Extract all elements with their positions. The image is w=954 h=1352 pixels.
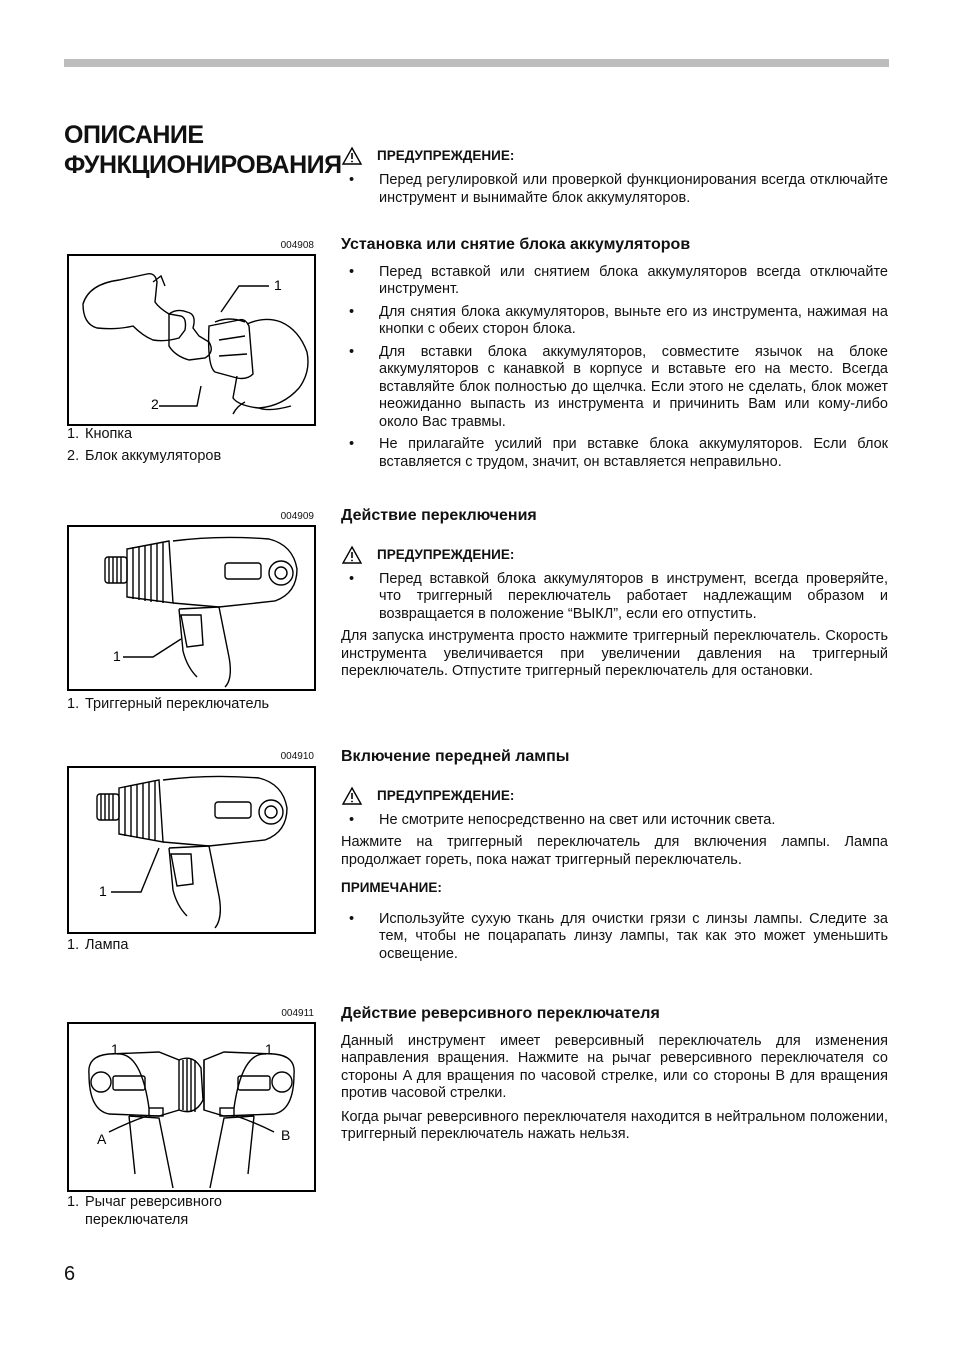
caption-text: Кнопка xyxy=(85,426,133,442)
section-title xyxy=(64,120,342,180)
warning-triangle-icon xyxy=(341,786,363,806)
figure-captions xyxy=(67,1193,317,1233)
figure-captions xyxy=(67,936,317,958)
list-item: • Перед вставкой блока аккумуляторов в инструмент, всегда проверяйте, что триггерный переключатель работает надлежащим образом и возвращается в положение “ВЫКЛ”, если его отпустить. xyxy=(341,571,888,624)
figure-reverse xyxy=(67,1022,316,1192)
paragraph: Нажмите на триггерный переключатель для включения лампы. Лампа продолжает гореть, пока нажат триггерный переключатель. xyxy=(341,834,888,868)
caption-text: Рычаг реверсивного переключателя xyxy=(85,1194,222,1228)
caption-num: 1. xyxy=(67,426,80,442)
figure-lamp xyxy=(67,766,316,934)
section-lamp xyxy=(341,748,888,968)
caption-text: Блок аккумуляторов xyxy=(85,448,222,464)
warning-heading xyxy=(341,786,888,806)
list-item: • Не смотрите непосредственно на свет или источник света. xyxy=(341,812,888,830)
callout-1-left: 1 xyxy=(111,1041,119,1057)
paragraph: Данный инструмент имеет реверсивный переключатель для изменения направления вращения. Нажмите на рычаг реверсивного переключателя со стороны A для вращения по часовой стрелке, или со стороны B для вращения против часовой стрелки. xyxy=(341,1032,888,1101)
page-number: 6 xyxy=(64,1263,76,1285)
switch-warning-list xyxy=(341,571,888,624)
figure-battery xyxy=(67,254,316,426)
list-item: • Для вставки блока аккумуляторов, совместите язычок на блоке аккумуляторов с канавкой в корпусе и вставьте его на место. Всегда вставляйте блок полностью до щелчка. Если этого не сделать, блок может неожиданно выпасть из инструмента и причинить Вам или кому-либо около Вас травмы. xyxy=(341,344,888,432)
paragraph: Для запуска инструмента просто нажмите триггерный переключатель. Скорость инструмента увеличивается при увеличении давления на триггерный переключатель. Отпустите триггерный переключатель для остановки. xyxy=(341,628,888,679)
lamp-note-list xyxy=(341,911,888,964)
warning-triangle-icon xyxy=(341,545,363,565)
list-item: • Не прилагайте усилий при вставке блока аккумуляторов. Если блок вставляется с трудом, значит, он вставляется неправильно. xyxy=(341,436,888,471)
warning-label: ПРЕДУПРЕЖДЕНИЕ: xyxy=(377,787,515,803)
figure-captions xyxy=(67,695,317,717)
battery-list xyxy=(341,264,888,472)
list-item: • Перед вставкой или снятием блока аккумуляторов всегда отключайте инструмент. xyxy=(341,264,888,299)
battery-illustration xyxy=(69,256,314,424)
figure-trigger xyxy=(67,525,316,691)
caption-num: 2. xyxy=(67,448,80,464)
section-heading: Действие переключения xyxy=(341,507,537,524)
section-battery xyxy=(341,236,888,476)
callout-2: 2 xyxy=(151,396,159,412)
caption-row xyxy=(67,425,317,443)
warning-label: ПРЕДУПРЕЖДЕНИЕ: xyxy=(377,546,515,562)
figure-captions xyxy=(67,425,317,469)
callout-b: B xyxy=(281,1127,291,1143)
section-switch xyxy=(341,507,888,687)
section-title-line-2: ФУНКЦИОНИРОВАНИЯ xyxy=(64,151,342,179)
section-title-line-1: ОПИСАНИЕ xyxy=(64,121,204,149)
callout-1-right: 1 xyxy=(265,1041,273,1057)
figure-code: 004909 xyxy=(280,511,314,522)
reverse-switch-illustration xyxy=(69,1024,314,1190)
warning-label: ПРЕДУПРЕЖДЕНИЕ: xyxy=(377,148,515,164)
section-reverse xyxy=(341,1005,888,1150)
warning-list xyxy=(341,172,888,207)
list-item: • Перед регулировкой или проверкой функционирования всегда отключайте инструмент и вынимайте блок аккумуляторов. xyxy=(341,172,888,207)
header-rule xyxy=(64,59,889,67)
caption-row xyxy=(67,447,317,465)
caption-row xyxy=(67,936,317,954)
caption-text: Триггерный переключатель xyxy=(85,696,270,712)
drill-lamp-illustration xyxy=(69,768,314,932)
intro-warning xyxy=(341,146,888,212)
paragraph: Когда рычаг реверсивного переключателя находится в нейтральном положении, триггерный переключатель нажать нельзя. xyxy=(341,1108,888,1142)
caption-num: 1. xyxy=(67,937,80,953)
caption-text: Лампа xyxy=(85,937,129,953)
callout-1: 1 xyxy=(113,648,121,664)
figure-code: 004911 xyxy=(281,1008,314,1019)
caption-num: 1. xyxy=(67,696,80,712)
warning-heading xyxy=(341,545,888,565)
warning-heading xyxy=(341,146,888,166)
list-item: • Используйте сухую ткань для очистки грязи с линзы лампы. Следите за тем, чтобы не поцарапать линзу лампы, так как это может уменьшить освещение. xyxy=(341,911,888,964)
caption-row xyxy=(67,1193,317,1229)
callout-1: 1 xyxy=(99,883,107,899)
drill-trigger-illustration xyxy=(69,527,314,689)
figure-code: 004908 xyxy=(280,240,314,251)
caption-num: 1. xyxy=(67,1194,80,1210)
section-heading: Действие реверсивного переключателя xyxy=(341,1005,660,1022)
caption-row xyxy=(67,695,317,713)
warning-triangle-icon xyxy=(341,146,363,166)
lamp-warning-list xyxy=(341,812,888,830)
callout-1: 1 xyxy=(274,277,282,293)
figure-code: 004910 xyxy=(280,751,314,762)
section-heading: Включение передней лампы xyxy=(341,748,570,765)
callout-a: A xyxy=(97,1131,107,1147)
list-item: • Для снятия блока аккумуляторов, выньте его из инструмента, нажимая на кнопки с обеих сторон блока. xyxy=(341,304,888,339)
section-heading: Установка или снятие блока аккумуляторов xyxy=(341,236,691,253)
note-label: ПРИМЕЧАНИЕ: xyxy=(341,880,442,895)
